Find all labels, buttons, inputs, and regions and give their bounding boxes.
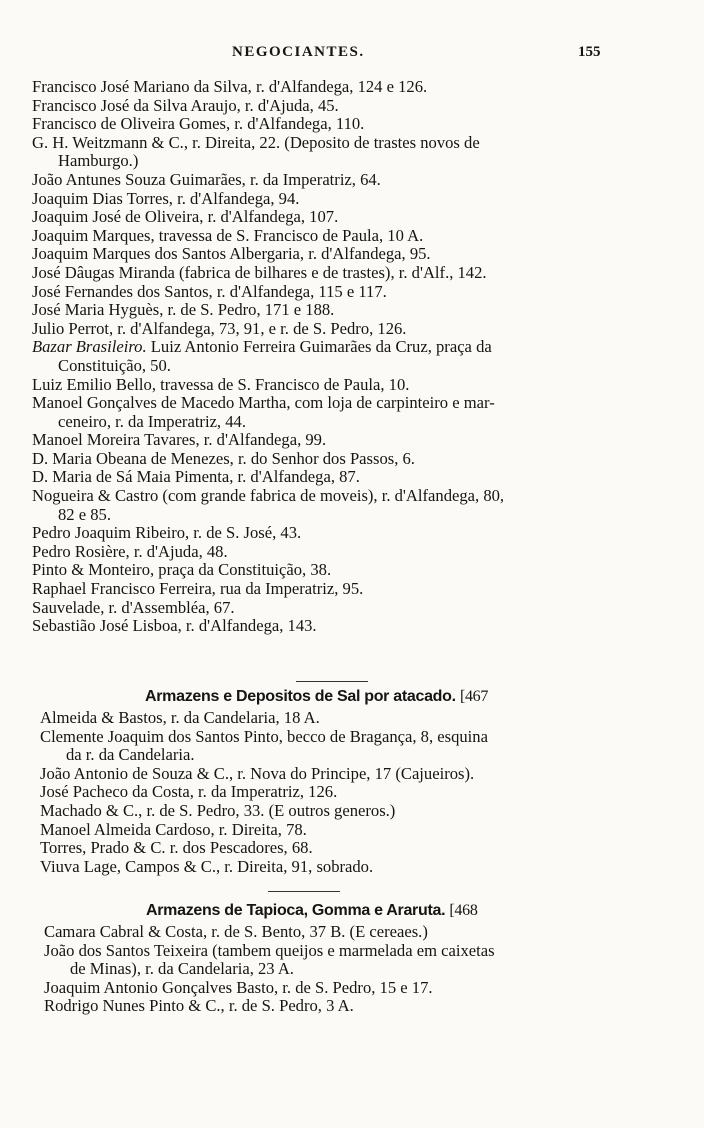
entry-text: Joaquim Marques dos Santos Albergaria, r. d'Alfandega, 95. bbox=[32, 244, 431, 264]
entry-text: Pedro Joaquim Ribeiro, r. de S. José, 43. bbox=[32, 523, 302, 543]
entry-text: Sauvelade, r. d'Assembléa, 67. bbox=[32, 597, 235, 617]
directory-entry bbox=[32, 134, 504, 153]
entry-text: Manoel Gonçalves de Macedo Martha, com loja de carpinteiro e mar- bbox=[32, 393, 495, 413]
page-header bbox=[0, 44, 704, 68]
directory-entry bbox=[40, 765, 488, 784]
directory-entry bbox=[32, 561, 504, 580]
negociantes-list bbox=[32, 78, 504, 636]
entry-text: Camara Cabral & Costa, r. de S. Bento, 37 B. (E cereaes.) bbox=[44, 922, 428, 941]
directory-entry bbox=[32, 227, 504, 246]
directory-entry bbox=[32, 171, 504, 190]
directory-entry bbox=[40, 858, 488, 877]
directory-entry bbox=[44, 942, 495, 961]
entry-text: ceneiro, r. da Imperatriz, 44. bbox=[58, 411, 246, 431]
entry-text: Constituição, 50. bbox=[58, 355, 171, 375]
section-ref-tapioca: [468 bbox=[449, 902, 478, 919]
entry-text: D. Maria de Sá Maia Pimenta, r. d'Alfandega, 87. bbox=[32, 467, 360, 487]
directory-entry bbox=[32, 115, 504, 134]
entry-text: Joaquim Marques, travessa de S. Francisco de Paula, 10 A. bbox=[32, 225, 424, 245]
entry-text: Luiz Emilio Bello, travessa de S. Francisco de Paula, 10. bbox=[32, 374, 410, 394]
entry-text: Raphael Francisco Ferreira, rua da Imperatriz, 95. bbox=[32, 579, 364, 599]
directory-entry bbox=[32, 190, 504, 209]
directory-entry bbox=[32, 506, 504, 525]
directory-entry bbox=[32, 245, 504, 264]
entry-text: Manoel Almeida Cardoso, r. Direita, 78. bbox=[40, 819, 307, 839]
entry-text: Manoel Moreira Tavares, r. d'Alfandega, 99. bbox=[32, 430, 327, 450]
entry-text: Machado & C., r. de S. Pedro, 33. (E outros generos.) bbox=[40, 800, 396, 820]
directory-entry bbox=[32, 320, 504, 339]
directory-entry bbox=[40, 783, 488, 802]
directory-entry bbox=[32, 431, 504, 450]
entry-text: Rodrigo Nunes Pinto & C., r. de S. Pedro, 3 A. bbox=[44, 996, 354, 1016]
entry-text: José Dâugas Miranda (fabrica de bilhares e de trastes), r. d'Alf., 142. bbox=[32, 262, 487, 282]
entry-text: D. Maria Obeana de Menezes, r. do Senhor dos Passos, 6. bbox=[32, 448, 415, 468]
directory-entry bbox=[40, 821, 488, 840]
directory-entry bbox=[32, 580, 504, 599]
entry-italic-name: Bazar Brasileiro. bbox=[32, 337, 147, 357]
page-number: 155 bbox=[578, 44, 601, 60]
entry-text: José Fernandes dos Santos, r. d'Alfandega, 115 e 117. bbox=[32, 281, 387, 301]
section-heading-sal-title: Armazens e Depositos de Sal por atacado. bbox=[145, 688, 456, 705]
directory-entry bbox=[32, 394, 504, 413]
directory-entry bbox=[32, 543, 504, 562]
entry-text: Pinto & Monteiro, praça da Constituição, 38. bbox=[32, 560, 332, 580]
directory-entry bbox=[40, 746, 488, 765]
entry-text: Torres, Prado & C. r. dos Pescadores, 68. bbox=[40, 838, 313, 858]
entry-text: Joaquim Dias Torres, r. d'Alfandega, 94. bbox=[32, 188, 300, 208]
entry-text: Luiz Antonio Ferreira Guimarães da Cruz, praça da bbox=[146, 337, 492, 357]
entry-text: de Minas), r. da Candelaria, 23 A. bbox=[70, 959, 294, 979]
directory-entry bbox=[32, 264, 504, 283]
directory-entry bbox=[32, 283, 504, 302]
section-heading-sal bbox=[145, 688, 488, 706]
entry-text: Clemente Joaquim dos Santos Pinto, becco de Bragança, 8, esquina bbox=[40, 726, 488, 746]
directory-entry bbox=[32, 338, 504, 357]
page-title: NEGOCIANTES. bbox=[232, 44, 365, 60]
entry-text: Francisco José da Silva Araujo, r. d'Ajuda, 45. bbox=[32, 95, 339, 115]
entry-text: José Pacheco da Costa, r. da Imperatriz, 126. bbox=[40, 782, 338, 802]
directory-entry bbox=[32, 468, 504, 487]
entry-text: José Maria Hyguès, r. de S. Pedro, 171 e 188. bbox=[32, 300, 335, 320]
section-divider bbox=[268, 891, 340, 892]
directory-entry bbox=[32, 524, 504, 543]
directory-entry bbox=[32, 78, 504, 97]
entry-text: 82 e 85. bbox=[58, 504, 111, 524]
directory-entry bbox=[40, 802, 488, 821]
sal-list bbox=[40, 709, 488, 876]
entry-text: G. H. Weitzmann & C., r. Direita, 22. (Deposito de trastes novos de bbox=[32, 132, 480, 152]
entry-text: Francisco de Oliveira Gomes, r. d'Alfandega, 110. bbox=[32, 114, 365, 134]
entry-text: Hamburgo.) bbox=[58, 151, 139, 171]
directory-entry bbox=[32, 487, 504, 506]
section-ref-sal: [467 bbox=[459, 688, 489, 705]
entry-text: da r. da Candelaria. bbox=[66, 745, 195, 765]
directory-entry bbox=[44, 960, 495, 979]
directory-entry bbox=[32, 413, 504, 432]
entry-text: Joaquim Antonio Gonçalves Basto, r. de S. Pedro, 15 e 17. bbox=[44, 977, 433, 997]
directory-entry bbox=[32, 450, 504, 469]
directory-entry bbox=[32, 301, 504, 320]
directory-entry bbox=[32, 617, 504, 636]
directory-entry bbox=[32, 376, 504, 395]
entry-text: Joaquim José de Oliveira, r. d'Alfandega, 107. bbox=[32, 207, 339, 227]
entry-text: Pedro Rosière, r. d'Ajuda, 48. bbox=[32, 541, 228, 561]
tapioca-list bbox=[44, 923, 495, 1016]
directory-entry bbox=[40, 709, 488, 728]
entry-text: João Antonio de Souza & C., r. Nova do Principe, 17 (Cajueiros). bbox=[40, 763, 475, 783]
directory-entry bbox=[44, 979, 495, 998]
directory-entry bbox=[32, 599, 504, 618]
directory-entry bbox=[32, 208, 504, 227]
entry-text: Viuva Lage, Campos & C., r. Direita, 91, sobrado. bbox=[40, 856, 374, 876]
entry-text: João Antunes Souza Guimarães, r. da Imperatriz, 64. bbox=[32, 169, 381, 189]
directory-entry bbox=[32, 97, 504, 116]
entry-text: Almeida & Bastos, r. da Candelaria, 18 A. bbox=[40, 708, 320, 727]
directory-entry bbox=[44, 923, 495, 942]
directory-entry bbox=[40, 839, 488, 858]
section-divider bbox=[296, 681, 368, 682]
directory-entry bbox=[44, 997, 495, 1016]
directory-entry bbox=[40, 728, 488, 747]
directory-entry bbox=[32, 152, 504, 171]
entry-text: Francisco José Mariano da Silva, r. d'Alfandega, 124 e 126. bbox=[32, 77, 428, 96]
section-heading-tapioca bbox=[146, 902, 478, 920]
entry-text: Sebastião José Lisboa, r. d'Alfandega, 143. bbox=[32, 616, 317, 636]
directory-entry bbox=[32, 357, 504, 376]
entry-text: Julio Perrot, r. d'Alfandega, 73, 91, e r. de S. Pedro, 126. bbox=[32, 318, 407, 338]
entry-text: João dos Santos Teixeira (tambem queijos e marmelada em caixetas bbox=[44, 940, 495, 960]
entry-text: Nogueira & Castro (com grande fabrica de moveis), r. d'Alfandega, 80, bbox=[32, 486, 505, 506]
section-heading-tapioca-title: Armazens de Tapioca, Gomma e Araruta. bbox=[146, 902, 446, 919]
